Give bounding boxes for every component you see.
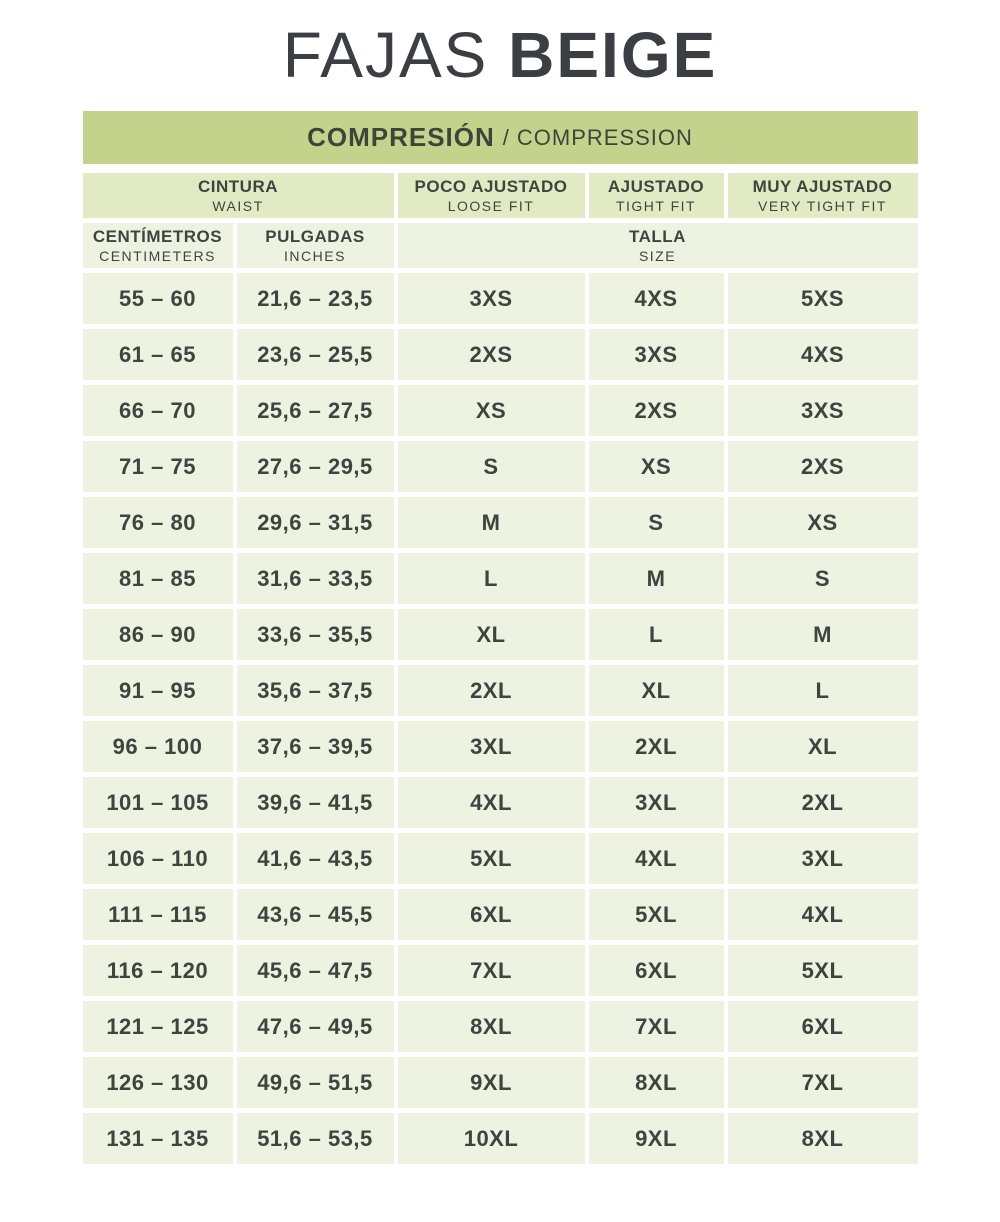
header-loose-fit xyxy=(398,173,585,218)
header-loose-es: POCO AJUSTADO xyxy=(414,177,568,197)
size-table xyxy=(83,111,918,1164)
cell-tight_fit_size-row9: 2XL xyxy=(589,721,724,772)
cell-centimeters-row14: 121 – 125 xyxy=(83,1001,233,1052)
header-tight-fit xyxy=(589,173,724,218)
cell-tight_fit_size-row14: 7XL xyxy=(589,1001,724,1052)
banner-title-es: COMPRESIÓN xyxy=(307,122,495,153)
cell-very_tight_fit_size-row11: 3XL xyxy=(728,833,918,884)
cell-tight_fit_size-row1: 4XS xyxy=(589,273,724,324)
header-cintura-es: CINTURA xyxy=(198,177,278,197)
header-inches-en: INCHES xyxy=(284,248,346,265)
header-very-tight-fit xyxy=(728,173,918,218)
cell-inches-row12: 43,6 – 45,5 xyxy=(237,889,394,940)
cell-centimeters-row12: 111 – 115 xyxy=(83,889,233,940)
cell-very_tight_fit_size-row12: 4XL xyxy=(728,889,918,940)
cell-very_tight_fit_size-row3: 3XS xyxy=(728,385,918,436)
cell-loose_fit_size-row11: 5XL xyxy=(398,833,585,884)
cell-tight_fit_size-row3: 2XS xyxy=(589,385,724,436)
cell-centimeters-row4: 71 – 75 xyxy=(83,441,233,492)
cell-centimeters-row15: 126 – 130 xyxy=(83,1057,233,1108)
cell-very_tight_fit_size-row8: L xyxy=(728,665,918,716)
header-very-tight-es: MUY AJUSTADO xyxy=(752,177,893,197)
cell-loose_fit_size-row6: L xyxy=(398,553,585,604)
header-centimeters-en: CENTIMETERS xyxy=(99,248,216,265)
cell-inches-row1: 21,6 – 23,5 xyxy=(237,273,394,324)
cell-centimeters-row6: 81 – 85 xyxy=(83,553,233,604)
cell-tight_fit_size-row5: S xyxy=(589,497,724,548)
cell-tight_fit_size-row12: 5XL xyxy=(589,889,724,940)
cell-inches-row6: 31,6 – 33,5 xyxy=(237,553,394,604)
cell-centimeters-row16: 131 – 135 xyxy=(83,1113,233,1164)
cell-very_tight_fit_size-row4: 2XS xyxy=(728,441,918,492)
cell-very_tight_fit_size-row6: S xyxy=(728,553,918,604)
cell-inches-row13: 45,6 – 47,5 xyxy=(237,945,394,996)
cell-centimeters-row2: 61 – 65 xyxy=(83,329,233,380)
header-size xyxy=(398,223,918,268)
cell-loose_fit_size-row9: 3XL xyxy=(398,721,585,772)
cell-inches-row14: 47,6 – 49,5 xyxy=(237,1001,394,1052)
header-loose-en: LOOSE FIT xyxy=(447,198,535,215)
cell-inches-row3: 25,6 – 27,5 xyxy=(237,385,394,436)
header-tight-es: AJUSTADO xyxy=(607,177,705,197)
header-very-tight-en: VERY TIGHT FIT xyxy=(758,198,887,215)
cell-centimeters-row9: 96 – 100 xyxy=(83,721,233,772)
cell-centimeters-row13: 116 – 120 xyxy=(83,945,233,996)
cell-loose_fit_size-row12: 6XL xyxy=(398,889,585,940)
cell-tight_fit_size-row11: 4XL xyxy=(589,833,724,884)
cell-loose_fit_size-row10: 4XL xyxy=(398,777,585,828)
cell-loose_fit_size-row1: 3XS xyxy=(398,273,585,324)
cell-inches-row9: 37,6 – 39,5 xyxy=(237,721,394,772)
cell-very_tight_fit_size-row15: 7XL xyxy=(728,1057,918,1108)
cell-inches-row11: 41,6 – 43,5 xyxy=(237,833,394,884)
header-cintura-en: WAIST xyxy=(212,198,264,215)
cell-centimeters-row10: 101 – 105 xyxy=(83,777,233,828)
cell-tight_fit_size-row13: 6XL xyxy=(589,945,724,996)
header-centimeters-es: CENTÍMETROS xyxy=(92,227,223,247)
cell-loose_fit_size-row16: 10XL xyxy=(398,1113,585,1164)
cell-tight_fit_size-row6: M xyxy=(589,553,724,604)
cell-centimeters-row5: 76 – 80 xyxy=(83,497,233,548)
banner-title-en: COMPRESSION xyxy=(516,124,693,150)
cell-very_tight_fit_size-row13: 5XL xyxy=(728,945,918,996)
cell-inches-row8: 35,6 – 37,5 xyxy=(237,665,394,716)
cell-inches-row15: 49,6 – 51,5 xyxy=(237,1057,394,1108)
cell-very_tight_fit_size-row1: 5XS xyxy=(728,273,918,324)
page-title-bold: BEIGE xyxy=(508,19,718,91)
cell-centimeters-row3: 66 – 70 xyxy=(83,385,233,436)
cell-tight_fit_size-row8: XL xyxy=(589,665,724,716)
cell-inches-row5: 29,6 – 31,5 xyxy=(237,497,394,548)
header-cintura xyxy=(83,173,394,218)
cell-inches-row16: 51,6 – 53,5 xyxy=(237,1113,394,1164)
cell-tight_fit_size-row7: L xyxy=(589,609,724,660)
cell-loose_fit_size-row14: 8XL xyxy=(398,1001,585,1052)
cell-loose_fit_size-row5: M xyxy=(398,497,585,548)
cell-tight_fit_size-row4: XS xyxy=(589,441,724,492)
cell-centimeters-row8: 91 – 95 xyxy=(83,665,233,716)
cell-inches-row7: 33,6 – 35,5 xyxy=(237,609,394,660)
banner-separator: / xyxy=(502,124,509,150)
cell-very_tight_fit_size-row5: XS xyxy=(728,497,918,548)
cell-centimeters-row1: 55 – 60 xyxy=(83,273,233,324)
cell-loose_fit_size-row8: 2XL xyxy=(398,665,585,716)
cell-centimeters-row7: 86 – 90 xyxy=(83,609,233,660)
header-inches xyxy=(237,223,394,268)
page-title-light: FAJAS xyxy=(282,19,489,91)
cell-very_tight_fit_size-row14: 6XL xyxy=(728,1001,918,1052)
compression-banner xyxy=(83,111,918,164)
cell-loose_fit_size-row4: S xyxy=(398,441,585,492)
cell-tight_fit_size-row15: 8XL xyxy=(589,1057,724,1108)
cell-tight_fit_size-row16: 9XL xyxy=(589,1113,724,1164)
cell-centimeters-row11: 106 – 110 xyxy=(83,833,233,884)
cell-loose_fit_size-row13: 7XL xyxy=(398,945,585,996)
cell-tight_fit_size-row10: 3XL xyxy=(589,777,724,828)
header-inches-es: PULGADAS xyxy=(265,227,365,247)
cell-very_tight_fit_size-row16: 8XL xyxy=(728,1113,918,1164)
page-title xyxy=(0,19,1000,91)
header-tight-en: TIGHT FIT xyxy=(615,198,697,215)
cell-loose_fit_size-row3: XS xyxy=(398,385,585,436)
cell-very_tight_fit_size-row2: 4XS xyxy=(728,329,918,380)
header-size-es: TALLA xyxy=(629,227,686,247)
cell-loose_fit_size-row2: 2XS xyxy=(398,329,585,380)
header-size-en: SIZE xyxy=(638,248,677,265)
header-centimeters xyxy=(83,223,233,268)
cell-very_tight_fit_size-row7: M xyxy=(728,609,918,660)
cell-inches-row4: 27,6 – 29,5 xyxy=(237,441,394,492)
cell-inches-row2: 23,6 – 25,5 xyxy=(237,329,394,380)
cell-very_tight_fit_size-row9: XL xyxy=(728,721,918,772)
size-grid xyxy=(83,173,918,1164)
cell-tight_fit_size-row2: 3XS xyxy=(589,329,724,380)
cell-loose_fit_size-row7: XL xyxy=(398,609,585,660)
cell-inches-row10: 39,6 – 41,5 xyxy=(237,777,394,828)
cell-very_tight_fit_size-row10: 2XL xyxy=(728,777,918,828)
cell-loose_fit_size-row15: 9XL xyxy=(398,1057,585,1108)
